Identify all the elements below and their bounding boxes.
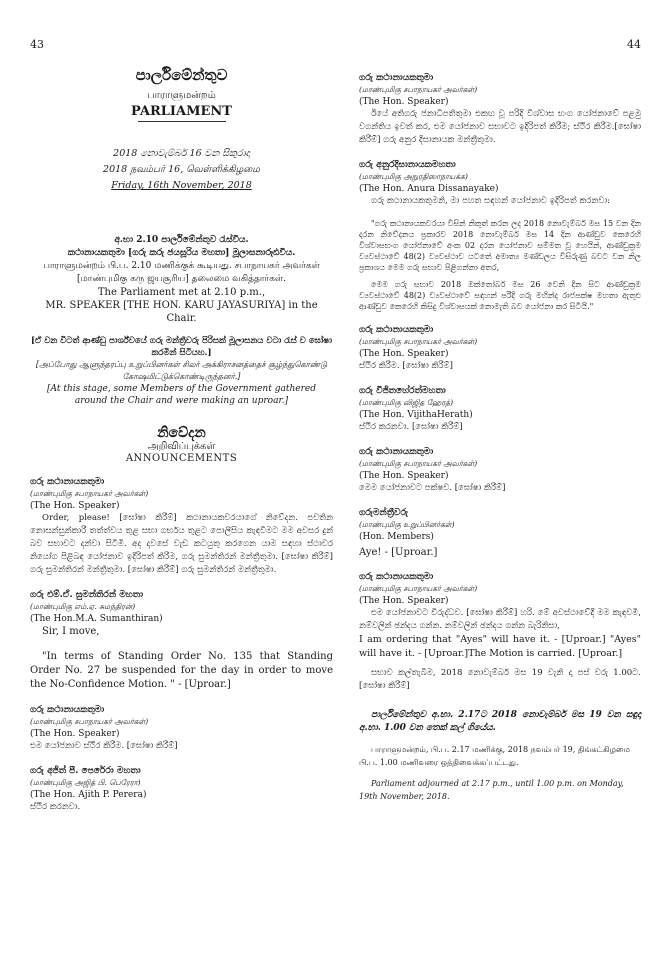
speaker-english: (The Hon. Speaker) bbox=[30, 729, 120, 739]
announcements-english: ANNOUNCEMENTS bbox=[125, 453, 238, 464]
speech-ajith-perera bbox=[30, 765, 333, 814]
speech-speaker-2 bbox=[30, 704, 333, 753]
page-number-right: 44 bbox=[627, 38, 641, 51]
speech-text: මෙම යෝජනාවට පක්ෂව. [ඝෝෂා කිරීම්] bbox=[359, 483, 506, 493]
stage-english: [At this stage, some Members of the Government gathered around the Chair and were making an uproar.] bbox=[47, 384, 316, 406]
speech-text: එම යෝජනාව ස්ථිර කිරීම. [ඝෝෂා කිරීම්] bbox=[30, 741, 178, 751]
speech-speaker-1 bbox=[30, 476, 333, 577]
announcements-heading bbox=[30, 425, 333, 464]
speaker-english: (The Hon. Speaker) bbox=[359, 596, 449, 606]
adjournment-english: Parliament adjourned at 2.17 p.m., until 1.00 p.m. on Monday, 19th November, 2018. bbox=[359, 779, 624, 801]
speaker-english: (The Hon. Speaker) bbox=[359, 97, 449, 107]
masthead bbox=[30, 66, 333, 194]
met-sinhala: කථානායකතුමා [ගරු කරු ජයසූරිය මහතා] මූලාසනාරූඪවිය. bbox=[67, 248, 296, 258]
motion-text-part-2: මෙම ගරු සභාව 2018 ඔක්තෝබර් මස 26 වෙනි දින සිට ආණ්ඩුක්‍රම ව්‍යවස්ථාවේ 48(2) ව්‍යවස්ථාවේ සඳහන් පරිදි ගරු මහින්ද රාජපක්ෂ මහතා ඇතුළු ආණ්ඩුව කෙරෙහි කිසිදු විශ්වාසයක් නොමැති බව යෝජනා කර සිටියි." bbox=[359, 280, 641, 311]
speech-speaker-5 bbox=[359, 446, 641, 495]
speech-sumanthiran bbox=[30, 589, 333, 638]
met-sinhala-bold: අ.භා 2.10 පාර්ලිමේන්තුව රැස්විය. bbox=[114, 235, 249, 245]
speech-speaker-final bbox=[359, 571, 641, 693]
speaker-tamil: (மாண்புமிகு சபாநாயகர் அவர்கள்) bbox=[359, 584, 478, 593]
meeting-opening bbox=[30, 234, 333, 325]
speaker-english: (The Hon.M.A. Sumanthiran) bbox=[30, 614, 163, 624]
title-english: PARLIAMENT bbox=[131, 104, 232, 119]
title-rule bbox=[138, 121, 226, 122]
sitting-date bbox=[30, 146, 333, 194]
speaker-name: ගරු කථානායකතුමා bbox=[359, 325, 434, 335]
speaker-english: (Hon. Members) bbox=[359, 532, 434, 542]
speaker-name: ගරු කථානායකතුමා bbox=[359, 447, 434, 457]
title-sinhala: පාර්ලිමේන්තුව bbox=[135, 66, 228, 84]
speaker-name: ගරු කථානායකතුමා bbox=[30, 477, 105, 487]
met-tamil: பாராளுமன்றம் பி.ப. 2.10 மணிக்குக் கூடியது. சபாநாயகர் அவர்கள் [மாண்புமிகு கரு ஜயசூரிய] தலைமை வகித்தார்கள். bbox=[43, 261, 320, 284]
title-tamil: பாராளுமன்றம் bbox=[147, 90, 216, 101]
speaker-name: ගරු විජිතහේරත්මහතා bbox=[359, 386, 446, 396]
speaker-english: (The Hon. VijithaHerath) bbox=[359, 410, 473, 420]
speaker-tamil: (மாண்புமிகு உறுப்பினர்கள்) bbox=[359, 520, 455, 529]
speaker-english: (The Hon. Anura Dissanayake) bbox=[359, 184, 499, 194]
stage-direction bbox=[30, 335, 333, 407]
speech-text: Aye! - [Uproar.] bbox=[359, 547, 438, 558]
speech-text: Sir, I move, bbox=[42, 626, 100, 637]
speaker-english: (The Hon. Speaker) bbox=[359, 349, 449, 359]
speech-vijitha-herath bbox=[359, 385, 641, 434]
speaker-name: ගරු එම්.ඒ. සුමන්තිරන් මහතා bbox=[30, 590, 144, 600]
announcements-sinhala: නිවේදන bbox=[157, 425, 206, 441]
speaker-english: (The Hon. Speaker) bbox=[359, 471, 449, 481]
speaker-english: (The Hon. Ajith P. Perera) bbox=[30, 790, 147, 800]
met-english-1: The Parliament met at 2.10 p.m., bbox=[97, 287, 266, 298]
page-number-left: 43 bbox=[30, 38, 44, 51]
speaker-tamil: (மாண்புமிகு அநுரதிஸாநாயக்க) bbox=[359, 172, 468, 181]
speech-text: ස්ථිර කිරීම. [ඝෝෂා කිරීම්] bbox=[359, 361, 453, 371]
speech-text: ඊයේ අතිගරු ජනාධිපතිතුමා එකඟ වූ පරිදි විශ්වාස භංග යෝජනාවේ පළමු වගන්තිය ඉවත් කර, එම යෝජනාව සභාවට ඉදිරිපත් කිරීම; ස්ථිර කිරීම.[ඝෝෂා කිරීම්] ගරු අනුර දිසානායක මන්ත්‍රීතුමා. bbox=[359, 109, 641, 145]
speaker-name: ගරු අජිත් පී. පෙරේරා මහතා bbox=[30, 766, 141, 776]
speech-text-sinhala: එම යෝජනාවට විරුද්ධව. [ඝෝෂා කිරීම්] හරි. මේ අවස්ථාවේදී මම කැඳවමි, නම්වලින් ඡන්දය ගන්න. නම්වලින් ඡන්දය ගන්න බැරිනිසා, bbox=[359, 608, 641, 631]
adjournment-request: සභාව කල්තැබීම, 2018 නොවැම්බර් මස 19 වැනි දා පස් වරු 1.00ට. [ඝෝෂා කිරීම්] bbox=[359, 668, 641, 691]
speech-speaker-3 bbox=[359, 72, 641, 147]
speech-text: Order, please! [ඝෝෂා කිරීම්] කථානායකවරයාගේ නිවේදන. පවතින නොසන්සුන්කාරී තත්ත්වය තුළ සභා ගර්භය තුළට පොලීසිය කැඳවීමට මම අවසර දුන් බව සභාවට දන්වා සිටිමි. අද දවසේ වැඩ කටයුතු කරගෙන යාම සඳහා ස්ථාවර නියෝග පිළිබඳ යෝජනාව ඉදිරිපත් කිරීම, ගරු සුමන්තිරන් මන්ත්‍රීතුමා. [ඝෝෂා කිරීම්] ගරු සුමන්තිරන් මන්ත්‍රීතුමා. [ඝෝෂා කිරීම්] ගරු සුමන්තිරන් මන්ත්‍රීතුමා. bbox=[30, 513, 333, 575]
speaker-name: ගරු අනුරදිසානායකමහතා bbox=[359, 160, 456, 170]
speaker-tamil: (மாண்புமிகு சபாநாயகர் அவர்கள்) bbox=[359, 459, 478, 468]
speech-speaker-4 bbox=[359, 324, 641, 373]
speaker-tamil: (மாண்புமிகு சபாநாயகர் அவர்கள்) bbox=[359, 85, 478, 94]
adjournment-tamil: பாராளுமன்றம், பி.ப. 2.17 மணிக்கு, 2018 நவம்பர் 19, திங்கட்கிழமை பி.ப. 1.00 மணிவரை ஒத்திவைக்கப்பட்டது. bbox=[359, 745, 630, 767]
speaker-tamil: (மாண்புமிகு சபாநாயகர் அவர்கள்) bbox=[30, 717, 149, 726]
speaker-tamil: (மாண்புமிகு சபாநாயகர் அவர்கள்) bbox=[359, 337, 478, 346]
speaker-name: ගරු කථානායකතුමා bbox=[30, 705, 105, 715]
speaker-tamil: (மாண்புமிகு விஜித ஹேரத்) bbox=[359, 398, 454, 407]
stage-tamil: [அப்போது ஆளுந்தரப்பு உறுப்பினர்கள் சிலர் அக்கிராசனத்தைச் சூழ்ந்துகொண்டு கோஷமிட்டுக்கொண்டிருந்தனர்.] bbox=[35, 360, 328, 381]
speaker-name: ගරුමන්ත්‍රීවරු bbox=[359, 508, 409, 518]
adjournment-notice bbox=[359, 709, 641, 803]
speaker-tamil: (மாண்புமிகு சபாநாயகர் அவர்கள்) bbox=[30, 489, 149, 498]
speech-hon-members bbox=[359, 507, 641, 559]
speech-anura-dissanayake bbox=[359, 159, 641, 208]
speech-text: ස්ථිර කරනවා. bbox=[30, 802, 81, 812]
speaker-name: ගරු කථානායකතුමා bbox=[359, 73, 434, 83]
speaker-tamil: (மாண்புமிகு எம்.ஏ. சுமந்திரன்) bbox=[30, 602, 136, 611]
date-sinhala: 2018 නොවැම්බර් 16 වන සිකුරාදා bbox=[113, 148, 250, 159]
date-english: Friday, 16th November, 2018 bbox=[111, 180, 252, 191]
speech-text: ගරු කථානායකතුමනි, මා පහත සඳහන් යෝජනාව ඉදිරිපත් කරනවා: bbox=[371, 196, 611, 206]
announcements-tamil: அறிவிப்புக்கள் bbox=[147, 441, 216, 452]
date-tamil: 2018 நவம்பர் 16, வெள்ளிக்கிழமை bbox=[103, 164, 260, 175]
met-english-2: MR. SPEAKER [THE HON. KARU JAYASURIYA] in the Chair. bbox=[45, 300, 318, 324]
left-column bbox=[30, 66, 333, 814]
speaker-tamil: (மாண்புமிகு அஜித் பி. பெரேரா) bbox=[30, 778, 141, 787]
motion-text-part-1: "ගරු කථානායකවරයා විසින් නිකුත් කරන ලද 2018 නොවැම්බර් මස 15 වන දින දරන නිවේදනය ප්‍රකාරව 2018 නොවැම්බර් මස 14 දින ආණ්ඩුව කෙරෙහි විශ්වාසභංග යෝජනාවේ අංක 02 දරන යෝජනාව සම්මත වූ හෙයින්, ආණ්ඩුක්‍රම ව්‍යවස්ථාවේ 48(2) ව්‍යවස්ථාව යටතේ අමාත්‍ය මණ්ඩලය විසිරුණු බවට වන නිල ප්‍රකාශය මෙම ගරු සභාව පිළිගන්නා අතර, bbox=[359, 219, 641, 272]
speaker-english: (The Hon. Speaker) bbox=[30, 501, 120, 511]
right-column bbox=[359, 72, 641, 803]
motion-quote: "In terms of Standing Order No. 135 that Standing Order No. 27 be suspended for the day in order to move the No-Confidence Motion. " - [Uproar.] bbox=[30, 651, 333, 690]
speech-text: ස්ථිර කරනවා. [ඝෝෂා කිරීම්] bbox=[359, 422, 463, 432]
speech-text-english: I am ordering that "Ayes" will have it. - [Uproar.] "Ayes" will have it. - [Uproar.]The Motion is carried. [Uproar.] bbox=[359, 634, 641, 659]
stage-sinhala: [ඒ වන විටත් ආණ්ඩු පාර්ශ්වයේ ගරු මන්ත්‍රීවරු පිරිසක් මූලාසනය වටා රැස් ව ඝෝෂා කරමින් සිටියහ.] bbox=[31, 336, 332, 358]
adjournment-sinhala: පාර්ලිමේන්තුව අ.භා. 2.17ට 2018 නොවැම්බර් මස 19 වන සඳුදා අ.භා. 1.00 වන තෙක් කල් ගියේය. bbox=[359, 710, 641, 733]
speaker-name: ගරු කථානායකතුමා bbox=[359, 572, 434, 582]
